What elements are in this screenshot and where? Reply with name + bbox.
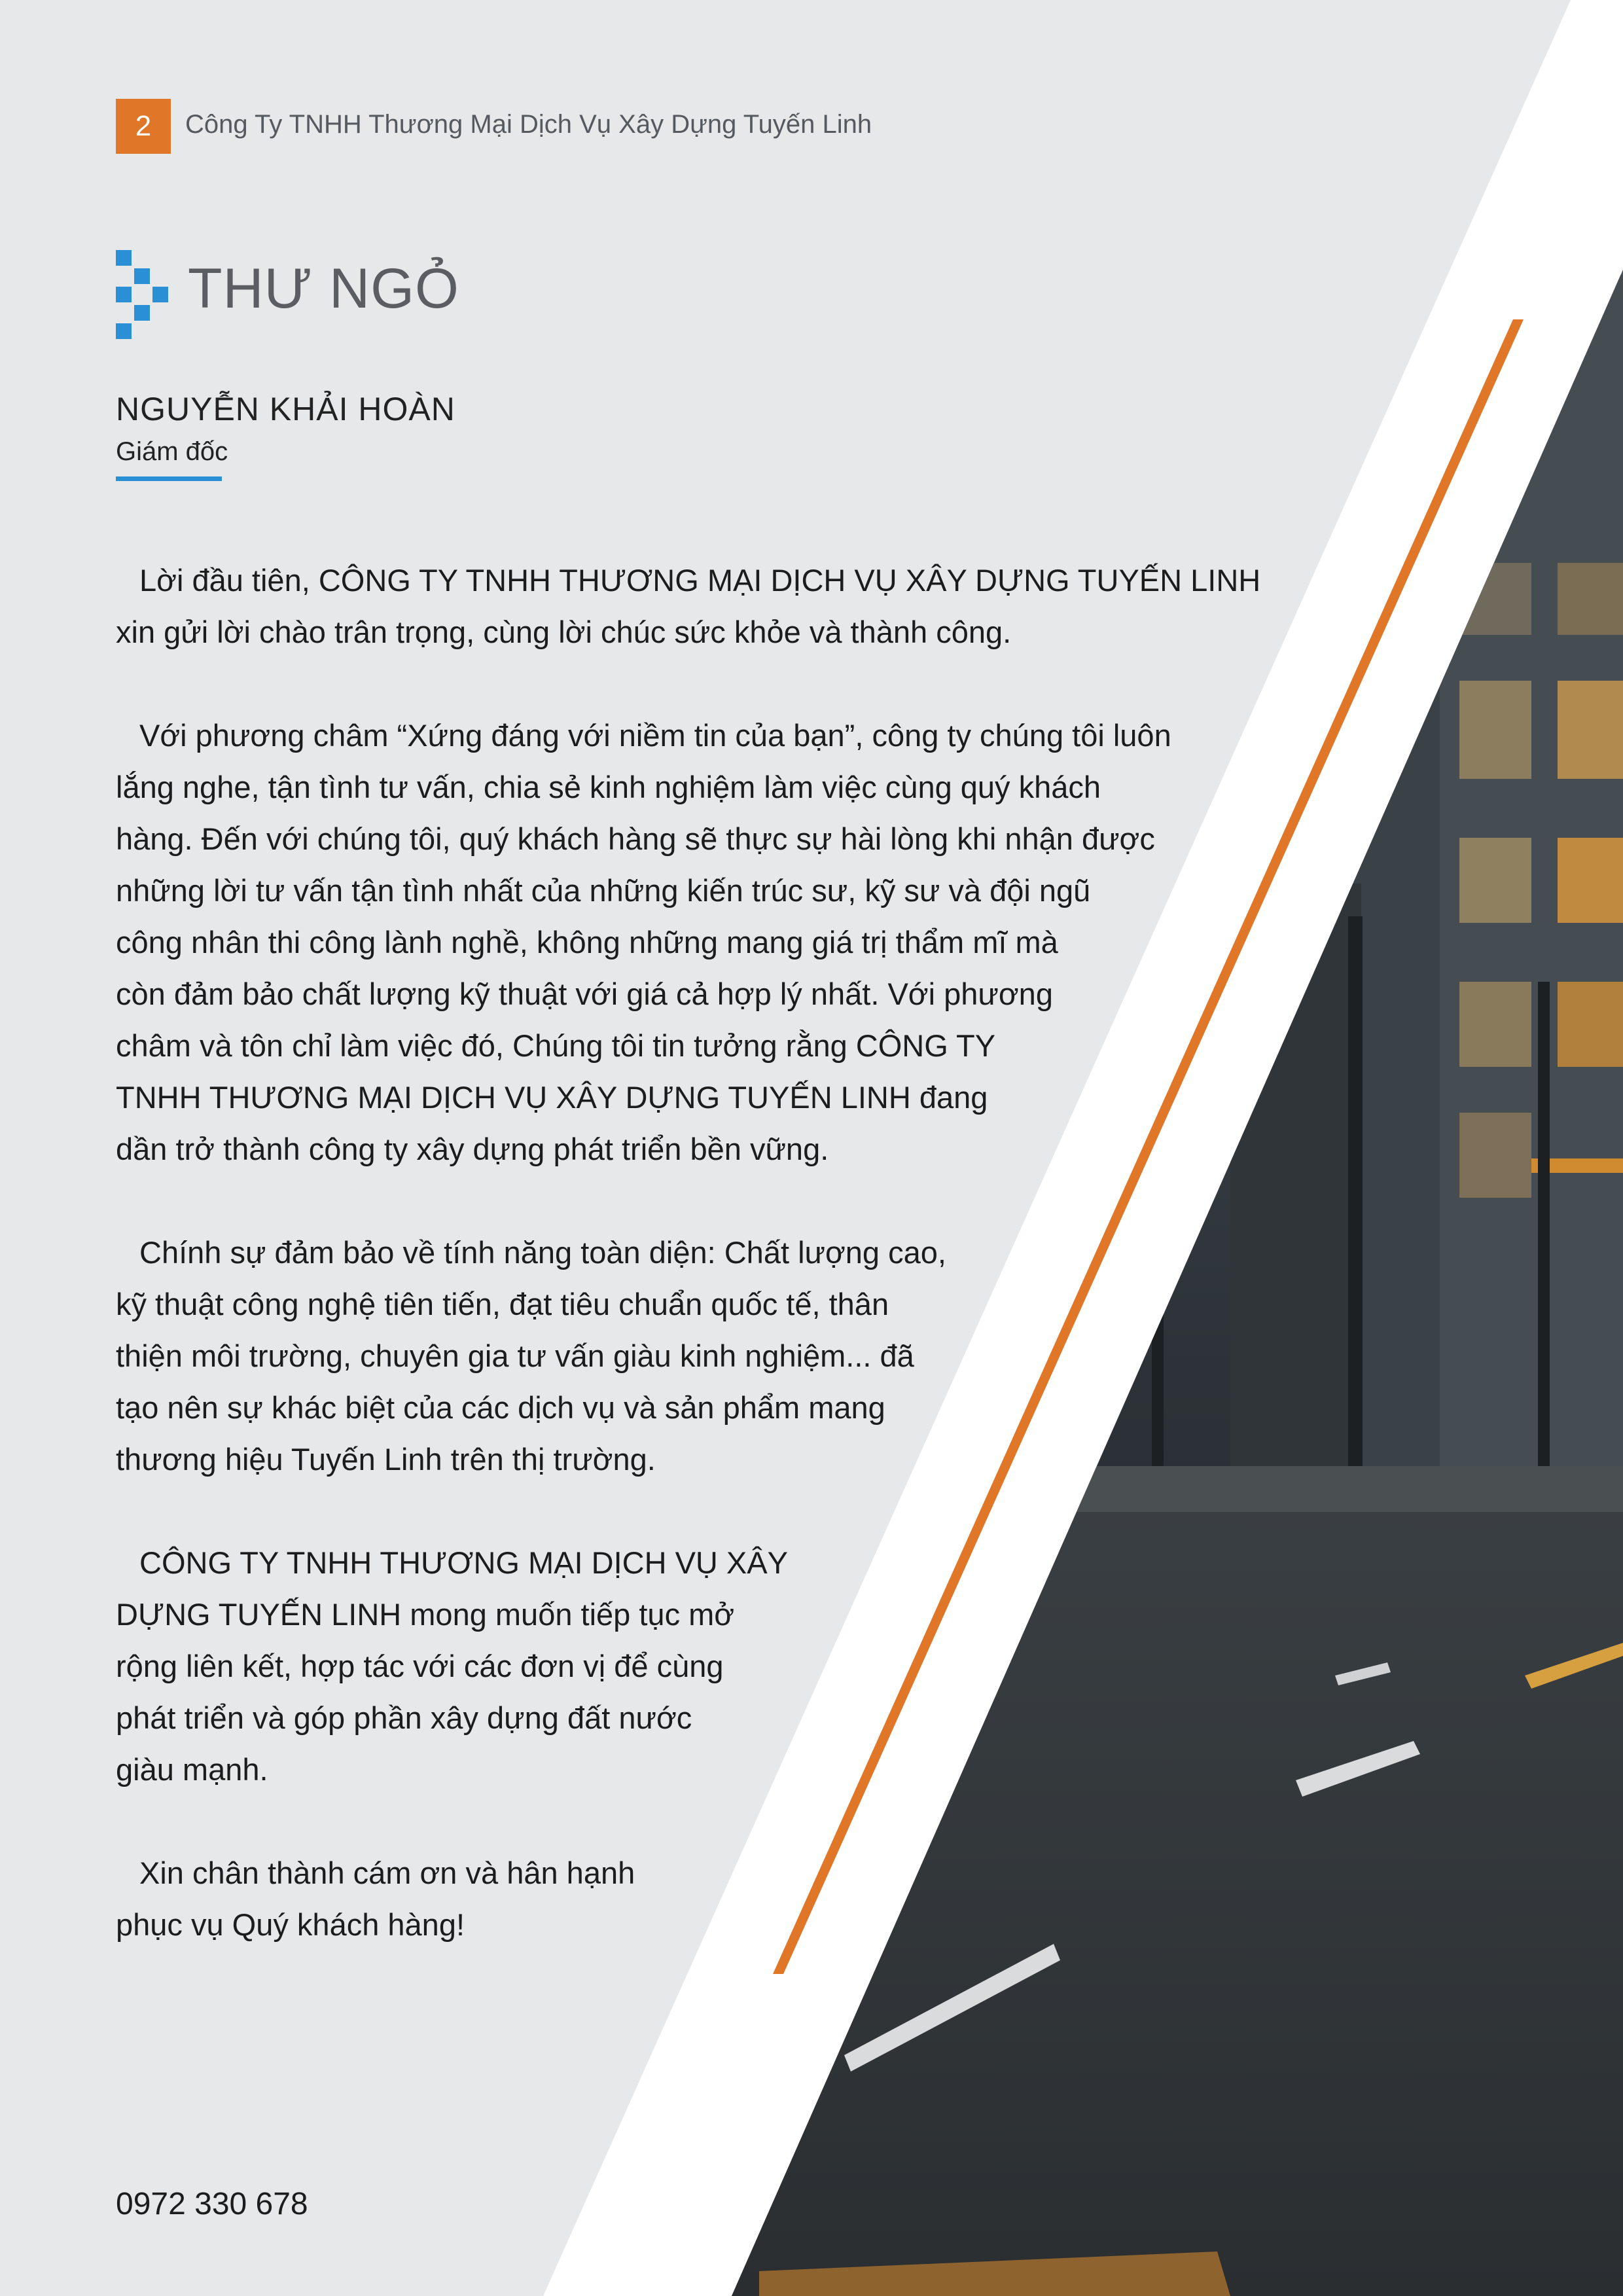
letter-line: TNHH THƯƠNG MẠI DỊCH VỤ XÂY DỰNG TUYẾN LINH đang: [116, 1080, 988, 1115]
page-number-badge: 2: [116, 99, 171, 154]
signer-name: NGUYỄN KHẢI HOÀN: [116, 391, 455, 427]
letter-line: Với phương châm “Xứng đáng với niềm tin của bạn”, công ty chúng tôi luôn: [139, 718, 1171, 753]
letter-line: Lời đầu tiên, CÔNG TY TNHH THƯƠNG MẠI DỊCH VỤ XÂY DỰNG TUYẾN LINH: [139, 563, 1261, 598]
paragraph-3: [116, 1227, 1260, 1485]
letter-line: những lời tư vấn tận tình nhất của những kiến trúc sư, kỹ sư và đội ngũ: [116, 873, 1091, 908]
letter-line: DỰNG TUYẾN LINH mong muốn tiếp tục mở: [116, 1597, 735, 1632]
letter-line: kỹ thuật công nghệ tiên tiến, đạt tiêu chuẩn quốc tế, thân: [116, 1287, 889, 1321]
pixel-arrow-icon: [116, 250, 171, 340]
letter-line: châm và tôn chỉ làm việc đó, Chúng tôi tin tưởng rằng CÔNG TY: [116, 1028, 996, 1063]
footer-phone: 0972 330 678: [116, 2187, 308, 2221]
letter-body: [116, 554, 1260, 2002]
letter-line: thương hiệu Tuyến Linh trên thị trường.: [116, 1442, 656, 1477]
letter-line: CÔNG TY TNHH THƯƠNG MẠI DỊCH VỤ XÂY: [139, 1545, 788, 1580]
letter-line: phục vụ Quý khách hàng!: [116, 1907, 465, 1942]
letter-line: Chính sự đảm bảo về tính năng toàn diện: Chất lượng cao,: [139, 1235, 946, 1270]
letter-line: thiện môi trường, chuyên gia tư vấn giàu kinh nghiệm... đã: [116, 1338, 914, 1373]
paragraph-5: [116, 1847, 1260, 1950]
letter-line: công nhân thi công lành nghề, không những mang giá trị thẩm mĩ mà: [116, 925, 1058, 960]
letter-line: phát triển và góp phần xây dựng đất nước: [116, 1700, 692, 1735]
paragraph-1: [116, 554, 1260, 658]
role-underline: [116, 476, 222, 481]
letter-line: tạo nên sự khác biệt của các dịch vụ và sản phẩm mang: [116, 1390, 885, 1425]
paragraph-2: [116, 709, 1260, 1175]
letter-line: rộng liên kết, hợp tác với các đơn vị để cùng: [116, 1649, 724, 1683]
signer-role: Giám đốc: [116, 437, 228, 466]
letter-line: Xin chân thành cám ơn và hân hạnh: [139, 1856, 635, 1890]
letter-line: hàng. Đến với chúng tôi, quý khách hàng sẽ thực sự hài lòng khi nhận được: [116, 821, 1155, 856]
letter-line: còn đảm bảo chất lượng kỹ thuật với giá cả hợp lý nhất. Với phương: [116, 977, 1053, 1011]
letter-line: xin gửi lời chào trân trọng, cùng lời chúc sức khỏe và thành công.: [116, 615, 1012, 649]
page-title: THƯ NGỎ: [188, 257, 459, 320]
letter-line: lắng nghe, tận tình tư vấn, chia sẻ kinh nghiệm làm việc cùng quý khách: [116, 770, 1101, 804]
paragraph-4: [116, 1537, 1260, 1795]
header-company-name: Công Ty TNHH Thương Mại Dịch Vụ Xây Dựng Tuyến Linh: [185, 110, 872, 139]
letter-line: giàu mạnh.: [116, 1752, 268, 1787]
letter-line: dần trở thành công ty xây dựng phát triển bền vững.: [116, 1132, 829, 1166]
